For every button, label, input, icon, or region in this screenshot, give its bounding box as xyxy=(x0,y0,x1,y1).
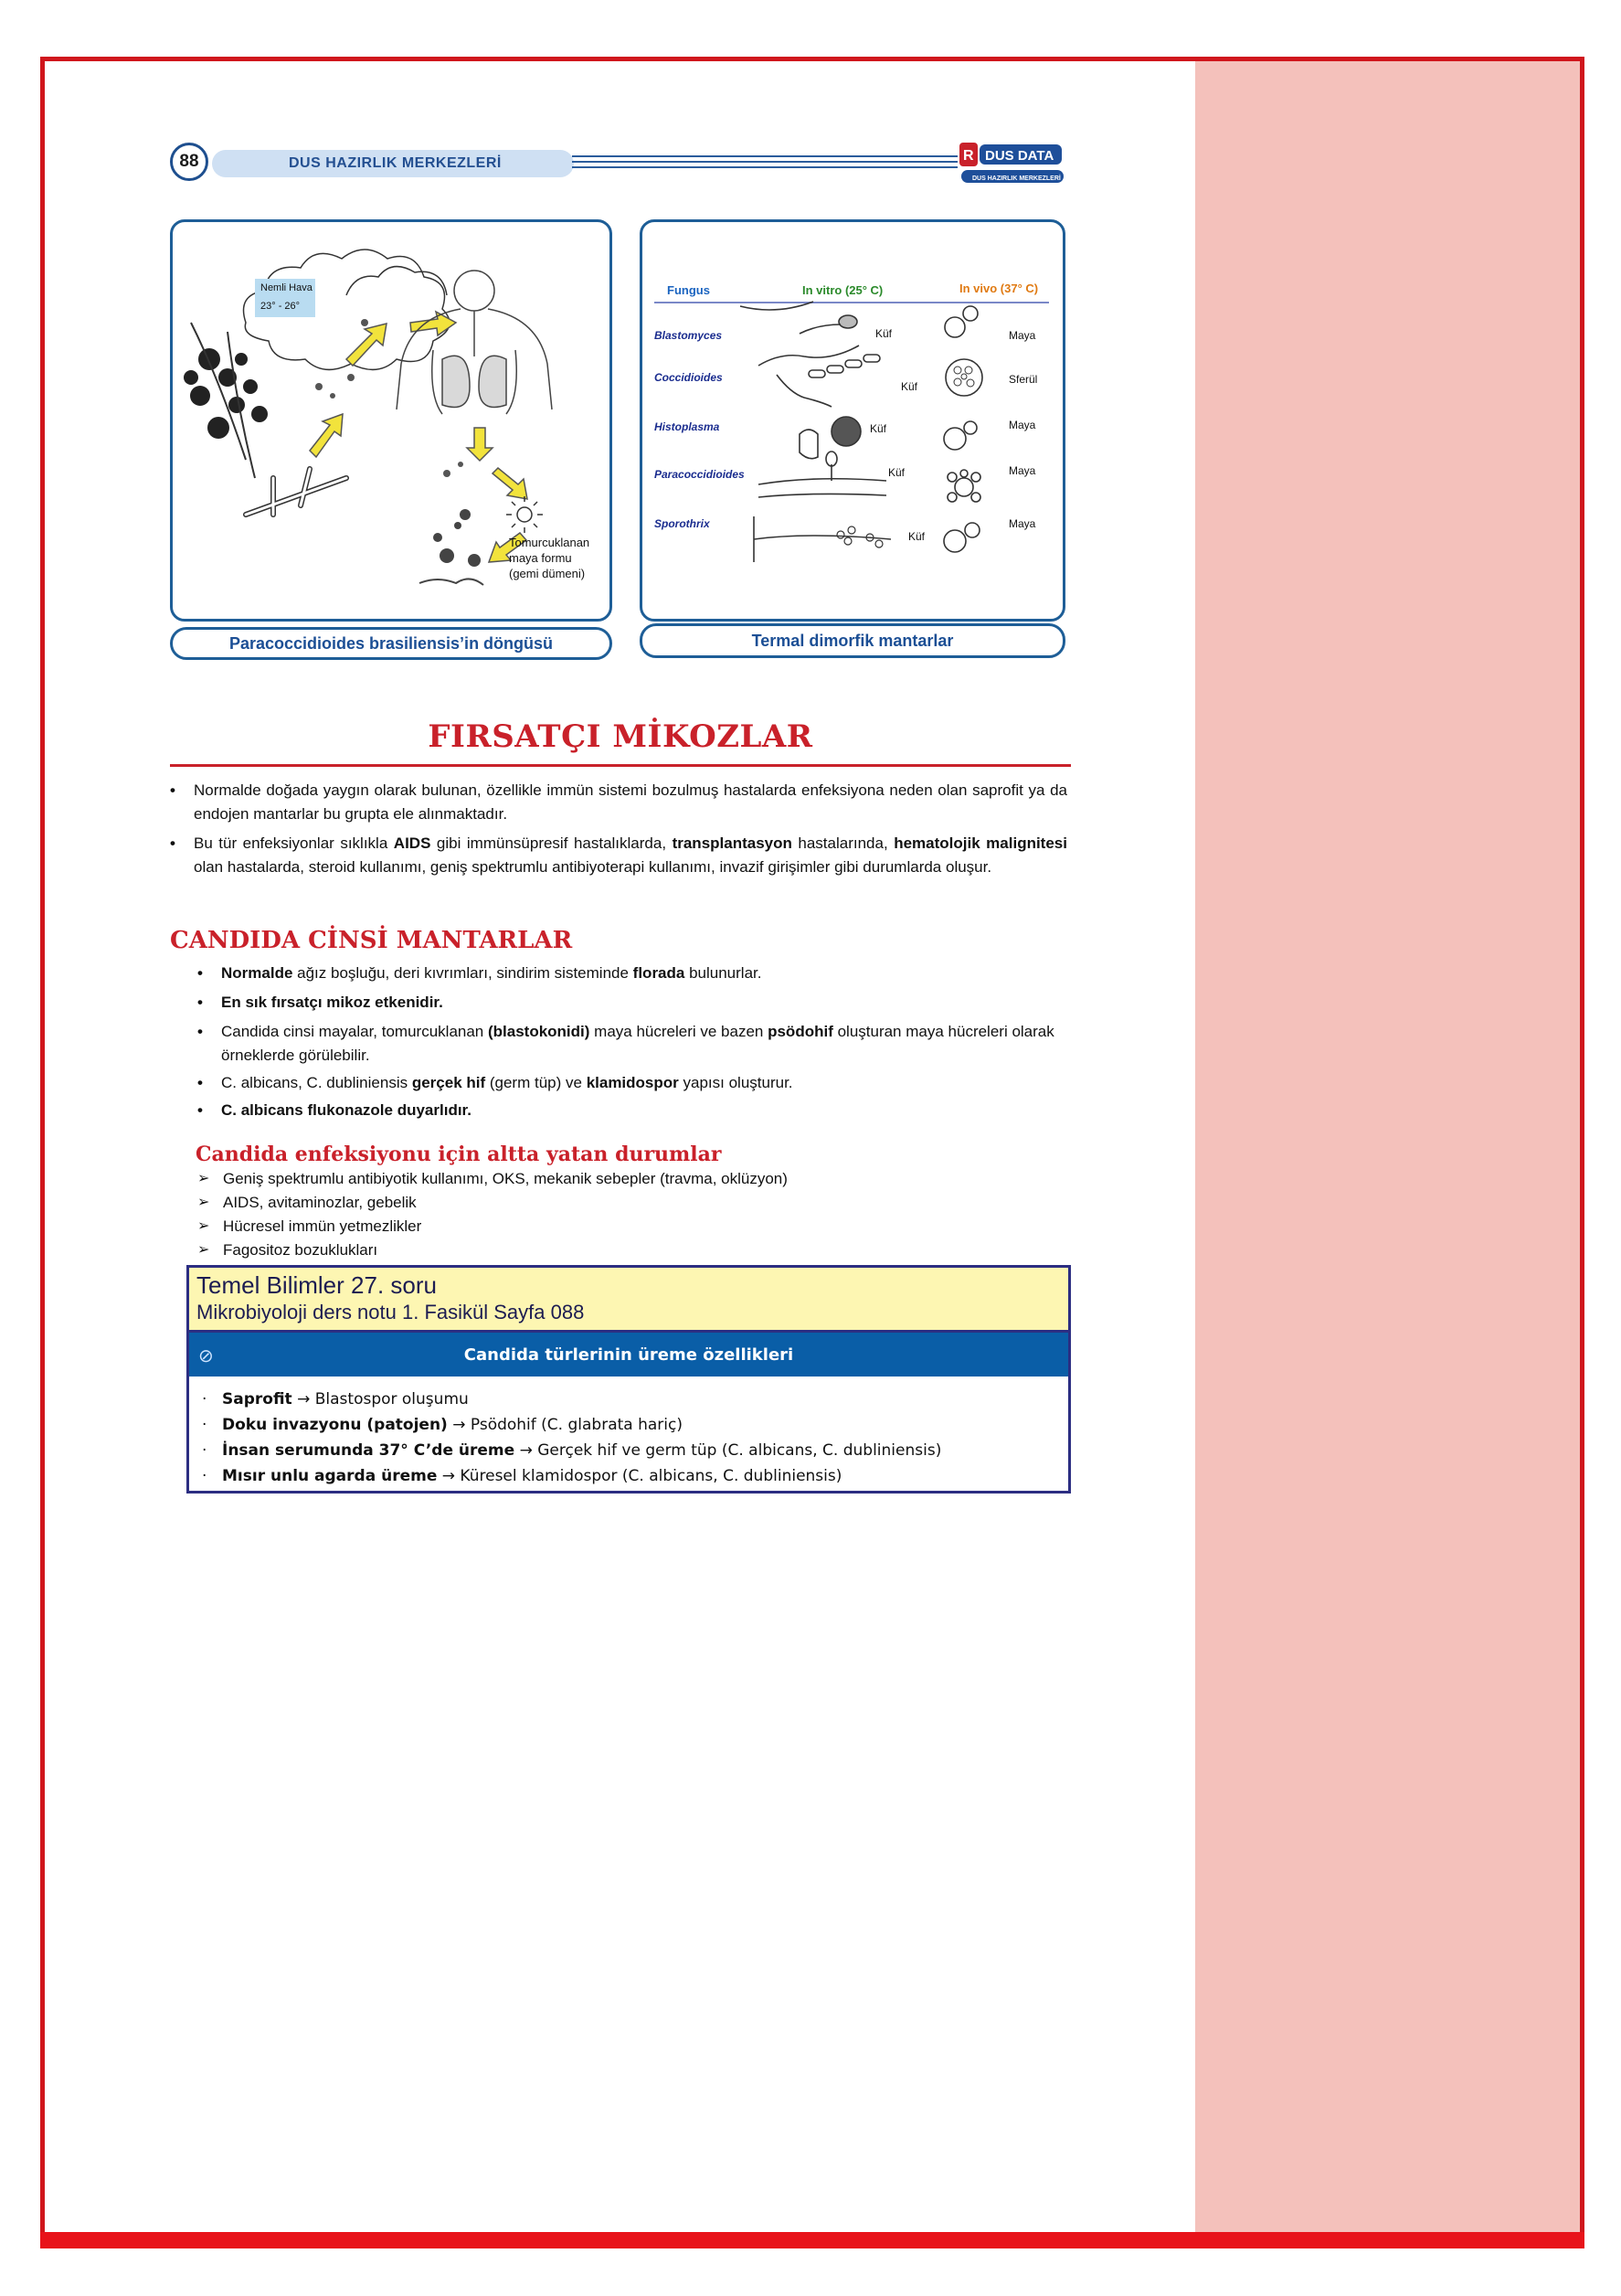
intro-bullet-2: • Bu tür enfeksiyonlar sıklıkla AIDS gibi immünsüpresif hastalıklarda, transplantasyon hastalarında, hematolojik malignitesi olan hastalarda, steroid kullanımı, geniş spektrumlu antibiyoterapi kullanımı, invazif girişimler gibi durumlarda oluşur. xyxy=(170,834,1067,876)
row-coccidioides-invivo: Sferül xyxy=(1009,373,1038,386)
condition-item: ➢ Hücresel immün yetmezlikler xyxy=(197,1217,422,1235)
label-temperature: 23° - 26° xyxy=(260,301,301,312)
candida-item-5: • C. albicans flukonazole duyarlıdır. xyxy=(197,1101,471,1119)
row-coccidioides-invitro: Küf xyxy=(901,380,918,393)
condition-item: ➢ AIDS, avitaminozlar, gebelik xyxy=(197,1194,417,1211)
candida-item-2: • En sık fırsatçı mikoz etkenidir. xyxy=(197,994,443,1011)
figure-lifecycle xyxy=(170,219,612,622)
eye-slash-icon: ⊘ xyxy=(198,1346,214,1366)
page-frame-bottom-bar xyxy=(40,2232,1584,2248)
condition-item: ➢ Geniş spektrumlu antibiyotik kullanımı, OKS, mekanik sebepler (travma, oklüzyon) xyxy=(197,1170,788,1187)
growth-item-saprofit: · Saprofit → Blastospor oluşumu xyxy=(202,1390,469,1408)
growth-item-cornmeal: · Mısır unlu agarda üreme → Küresel klamidospor (C. albicans, C. dubliniensis) xyxy=(202,1467,842,1485)
row-histoplasma-invitro: Küf xyxy=(870,422,887,435)
row-histoplasma-invivo: Maya xyxy=(1009,419,1036,431)
label-humid-air: Nemli Hava xyxy=(260,282,313,293)
section-title-candida: CANDIDA CİNSİ MANTARLAR xyxy=(170,927,573,954)
candida-item-4: • C. albicans, C. dubliniensis gerçek hif (germ tüp) ve klamidospor yapısı oluşturur. xyxy=(197,1074,793,1091)
candida-item-3: • Candida cinsi mayalar, tomurcuklanan (blastokonidi) maya hücreleri ve bazen psödohif oluşturan maya hücreleri olarak örneklerde görülebilir. xyxy=(197,1023,1054,1064)
exam-note-box xyxy=(186,1265,1071,1493)
condition-item: ➢ Fagositoz bozuklukları xyxy=(197,1241,378,1259)
col-invivo: In vivo (37° C) xyxy=(959,282,1039,295)
figure-lifecycle-caption: Paracoccidioides brasiliensis’in döngüsü xyxy=(170,627,612,660)
logo-subtext: DUS HAZIRLIK MERKEZLERİ xyxy=(972,175,1061,182)
row-blastomyces-invivo: Maya xyxy=(1009,329,1036,342)
right-margin-panel xyxy=(1195,61,1580,2232)
row-paracoccidioides-invitro: Küf xyxy=(888,466,906,479)
exam-reference-line-1: Temel Bilimler 27. soru xyxy=(196,1271,437,1299)
row-sporothrix-invivo: Maya xyxy=(1009,517,1036,530)
growth-box-title: Candida türlerinin üreme özellikleri xyxy=(189,1333,1068,1377)
row-sporothrix-name: Sporothrix xyxy=(654,517,710,530)
main-title: FIRSATÇI MİKOZLAR xyxy=(428,718,813,755)
dusdata-logo xyxy=(956,141,1069,188)
page-number: 88 xyxy=(170,143,208,181)
row-histoplasma-name: Histoplasma xyxy=(654,420,720,433)
svg-text:R: R xyxy=(963,148,974,164)
exam-reference-banner xyxy=(189,1268,1068,1333)
candida-item-1: • Normalde ağız boşluğu, deri kıvrımları, sindirim sisteminde florada bulunurlar. xyxy=(197,964,762,982)
figure-dimorphic-caption: Termal dimorfik mantarlar xyxy=(640,623,1065,658)
row-paracoccidioides-invivo: Maya xyxy=(1009,464,1036,477)
growth-item-invasion: · Doku invazyonu (patojen) → Psödohif (C. glabrata hariç) xyxy=(202,1416,683,1434)
row-blastomyces-invitro: Küf xyxy=(875,327,893,340)
row-sporothrix-invitro: Küf xyxy=(908,530,926,543)
col-invitro: In vitro (25° C) xyxy=(802,283,884,297)
row-blastomyces-name: Blastomyces xyxy=(654,329,723,342)
row-coccidioides-name: Coccidioides xyxy=(654,371,723,384)
row-paracoccidioides-name: Paracoccidioides xyxy=(654,468,745,481)
subsection-title-conditions: Candida enfeksiyonu için altta yatan durumlar xyxy=(196,1143,722,1166)
col-fungus: Fungus xyxy=(667,283,710,297)
header-rule xyxy=(572,155,958,172)
label-yeast-form: Tomurcuklanan maya formu (gemi dümeni) xyxy=(509,536,590,580)
header-title: DUS HAZIRLIK MERKEZLERİ xyxy=(212,150,574,177)
logo-text: DUS DATA xyxy=(985,148,1054,164)
exam-reference-line-2: Mikrobiyoloji ders notu 1. Fasikül Sayfa 088 xyxy=(196,1301,585,1323)
growth-item-serum: · İnsan serumunda 37° C’de üreme → Gerçek hif ve germ tüp (C. albicans, C. dubliniensis) xyxy=(202,1441,942,1460)
intro-bullet-1: • Normalde doğada yaygın olarak bulunan, özellikle immün sistemi bozulmuş hastalarda enfeksiyona neden olan saprofit ya da endojen mantarlar bu grupta ele alınmaktadır. xyxy=(170,781,1067,823)
main-title-rule xyxy=(170,764,1071,767)
